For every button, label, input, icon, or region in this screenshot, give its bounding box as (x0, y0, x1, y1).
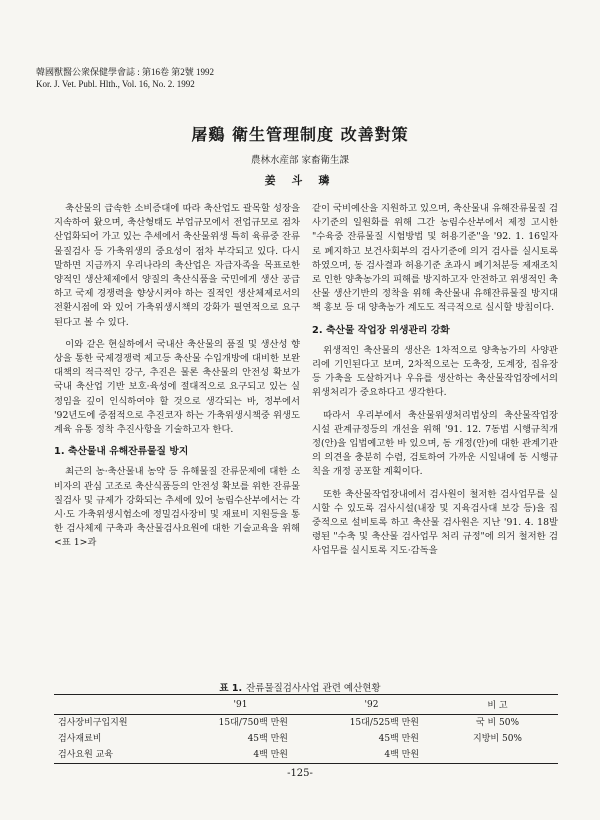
section-2-paragraph-2: 따라서 우리부에서 축산물위생처리법상의 축산물작업장 시설 관계규정등의 개선을 위해 '91. 12. 7동법 시행규칙개정(안)을 입법예고한 바 있으며, 동 개정(안)에 대한 관계기관의 의견을 충분히 수렴, 검토하여 가까운 시일내에 동 시행규칙을 개정 공포할 계획이다. (312, 409, 558, 478)
author-name: 姜 斗 璘 (264, 174, 336, 187)
table-row (54, 731, 558, 747)
table-label: 표 1. (219, 683, 243, 694)
table-cell: 15대/750백 만원 (218, 718, 288, 728)
table-row (54, 747, 558, 764)
table-cell (437, 747, 558, 764)
table-cell: 15대/525백 만원 (349, 718, 420, 728)
table-header-cell: 비 고 (437, 695, 558, 715)
table-row (54, 715, 558, 732)
page-number: -125- (287, 768, 313, 779)
section-2-paragraph-1: 위생적인 축산물의 생산은 1차적으로 양축농가의 사양관리에 기인된다고 보며, 2차적으로는 도축장, 도계장, 집유장 등 가축을 도살하거나 우유를 생산하는 축산물작업장에서의 위생처리가 중요하다고 생각한다. (312, 344, 558, 399)
table-header-row (54, 695, 558, 715)
table-cell: 지방비 50% (473, 734, 522, 744)
section-2-heading: 2. 축산물 작업장 위생관리 강화 (312, 324, 450, 336)
journal-citation-korean: 韓國獸醫公衆保健學會誌 : 第16卷 第2號 1992 (36, 67, 215, 77)
table-cell: 검사장비구입지원 (58, 718, 128, 728)
intro-paragraph-1: 축산물의 급속한 소비증대에 따라 축산업도 괄목할 성장을 지속하여 왔으며, 축산형태도 부업규모에서 전업규모로 점차 산업화되어 가고 있는 추세에서 축산물위생 특히 육류중 잔류물질검사 등 가축위생의 중요성이 점차 부각되고 있다. 다시 말하면 지금까지 우리나라의 축산업은 자급자족을 목표로한 양적인 생산체제에서 양질의 축산식품을 국민에게 생산 공급하고 국제 경쟁력을 향상시켜야 하는 질적인 생산체제로서의 전환시점에 와 있어 가축위생시책의 강화가 필연적으로 요구된다고 볼 수 있다. (54, 203, 300, 328)
table-header-cell (54, 695, 175, 715)
journal-citation (36, 66, 214, 90)
table-cell: 45백 만원 (378, 734, 420, 744)
table-cell: 45백 만원 (247, 734, 288, 744)
section-1-paragraph-1: 최근의 농·축산물내 농약 등 유해물질 잔류문제에 대한 소비자의 관심 고조로 축산식품등의 안전성 확보를 위한 잔류물질검사 및 규제가 강화되는 추세에 있어 농림수산부에서는 각 시·도 가축위생시험소에 정밀검사장비 및 재료비 지원등을 통한 검사체제 구축과 축산물검사요원에 대한 기술교육을 위해 <표 1>과 (54, 466, 300, 549)
continued-paragraph: 같이 국비예산을 지원하고 있으며, 축산물내 유해잔류물질 검사기준의 일원화를 위해 그간 농림수산부에서 제정 고시한 "수육중 잔류물질 시험방법 및 허용기준"을 '92. 1. 16일자로 폐지하고 보건사회부의 검사기준에 의거 검사를 실시토록 하였으며, 동 검사결과 허용기준 초과시 폐기처분등 제재조치로 인한 양축농가의 피해를 방지하고자 안전하고 위생적인 축산물 생산기반의 정착을 위해 축산물내 유해잔류물질 방지대책 홍보 등 대 양축농가 계도도 적극적으로 실시할 방침이다. (312, 203, 558, 314)
table-cell: 검사요원 교육 (54, 747, 175, 764)
table-caption (0, 680, 600, 694)
paper-title: 屠鷄 衛生管理制度 改善對策 (191, 125, 409, 144)
table-caption-text: 잔류물질검사사업 관련 예산현황 (246, 683, 381, 694)
table-cell: 4백 만원 (175, 747, 306, 764)
section-1-heading: 1. 축산물내 유해잔류물질 방지 (54, 446, 189, 458)
table-header-cell: '92 (306, 695, 437, 715)
table-cell: 검사재료비 (58, 734, 102, 744)
budget-table (54, 694, 558, 764)
left-column (54, 202, 300, 559)
table-cell: 국 비 50% (475, 718, 520, 728)
section-2-paragraph-3: 또한 축산물작업장내에서 검사원이 철저한 검사업무를 실시할 수 있도록 검사시설(내장 및 지육검사대 보강 등)을 집중적으로 설비토록 하고 축산물 검사원은 지난 '91. 4. 18발령된 "수축 및 축산물 검사업무 처리 규정"에 의거 철저한 검사업무를 실시토록 지도·감독을 (312, 488, 558, 557)
intro-paragraph-2: 이와 같은 현실하에서 국내산 축산물의 품질 및 생산성 향상을 통한 국제경쟁력 제고등 축산물 수입개방에 대비한 보완대책의 적극적인 강구, 추진은 물론 축산물의 안전성 확보가 국내 축산업 기반 보호·육성에 절대적으로 요구되고 있는 실정임을 깊이 인식하여야 할 것으로 생각되는 바, 정부에서 '92년도에 중점적으로 추진코자 하는 가축위생시책중 위생도계육 유통 정착 추진사항을 기술하고자 한다. (54, 338, 300, 436)
author-affiliation: 農林水産部 家畜衛生課 (250, 155, 350, 166)
table-header-cell: '91 (175, 695, 306, 715)
table-cell: 4백 만원 (306, 747, 437, 764)
journal-citation-english: Kor. J. Vet. Publ. Hlth., Vol. 16, No. 2. 1992 (36, 79, 195, 89)
right-column (312, 202, 558, 567)
